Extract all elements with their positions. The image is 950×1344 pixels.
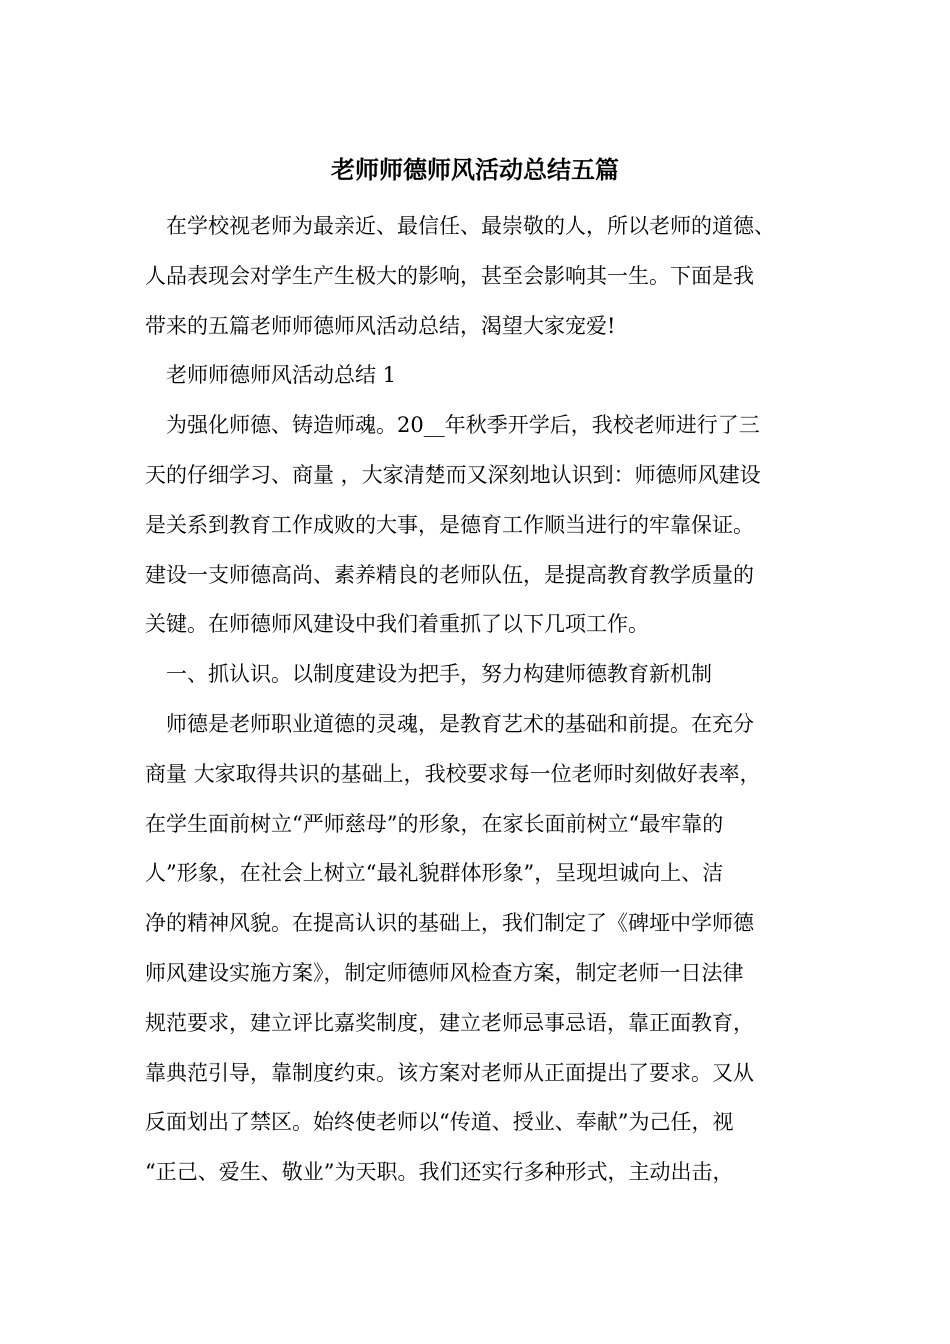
paragraph-line: 天的仔细学习、商量 ，大家清楚而又深刻地认识到：师德师风建设 xyxy=(145,462,761,487)
paragraph-line: 在学生面前树立“严师慈母”的形象，在家长面前树立“最牢靠的 xyxy=(145,811,724,836)
paragraph-line: 关键。在师德师风建设中我们着重抓了以下几项工作。 xyxy=(145,612,649,637)
paragraph-line: 建设一支师德高尚、素养精良的老师队伍，是提高教育教学质量的 xyxy=(145,562,754,587)
paragraph-line: 靠典范引导，靠制度约束。该方案对老师从正面提出了要求。又从 xyxy=(145,1060,754,1085)
paragraph-line: 商量 大家取得共识的基础上，我校要求每一位老师时刻做好表率， xyxy=(145,761,761,786)
paragraph-line: 带来的五篇老师师德师风活动总结，渴望大家宠爱! xyxy=(145,313,616,338)
paragraph-line: 反面划出了禁区。始终使老师以“传道、授业、奉献”为己任，视 xyxy=(145,1110,734,1135)
paragraph-line: 规范要求，建立评比嘉奖制度，建立老师忌事忌语，靠正面教育， xyxy=(145,1010,754,1035)
paragraph-line: 是关系到教育工作成败的大事，是德育工作顺当进行的牢靠保证。 xyxy=(145,512,754,537)
paragraph-line: “正己、爱生、敬业”为天职。我们还实行多种形式，主动出击， xyxy=(145,1160,734,1185)
paragraph-line: 为强化师德、铸造师魂。20__年秋季开学后，我校老师进行了三 xyxy=(166,413,760,438)
paragraph-line: 人品表现会对学生产生极大的影响，甚至会影响其一生。下面是我 xyxy=(145,263,754,288)
paragraph-line: 师风建设实施方案》，制定师德师风检查方案，制定老师一日法律 xyxy=(145,960,744,985)
paragraph-line: 师德是老师职业道德的灵魂，是教育艺术的基础和前提。在充分 xyxy=(166,711,754,736)
document-title: 老师师德师风活动总结五篇 xyxy=(331,156,619,184)
paragraph-line: 人”形象，在社会上树立“最礼貌群体形象”，呈现坦诚向上、洁 xyxy=(145,861,724,886)
section-heading: 老师师德师风活动总结 1 xyxy=(166,363,397,388)
paragraph-line: 在学校视老师为最亲近、最信任、最崇敬的人，所以老师的道德、 xyxy=(166,214,775,238)
paragraph-line: 净的精神风貌。在提高认识的基础上，我们制定了《碑垭中学师德 xyxy=(145,911,754,936)
document-body xyxy=(145,202,825,1198)
subsection-heading: 一、抓认识。以制度建设为把手，努力构建师德教育新机制 xyxy=(166,662,712,687)
